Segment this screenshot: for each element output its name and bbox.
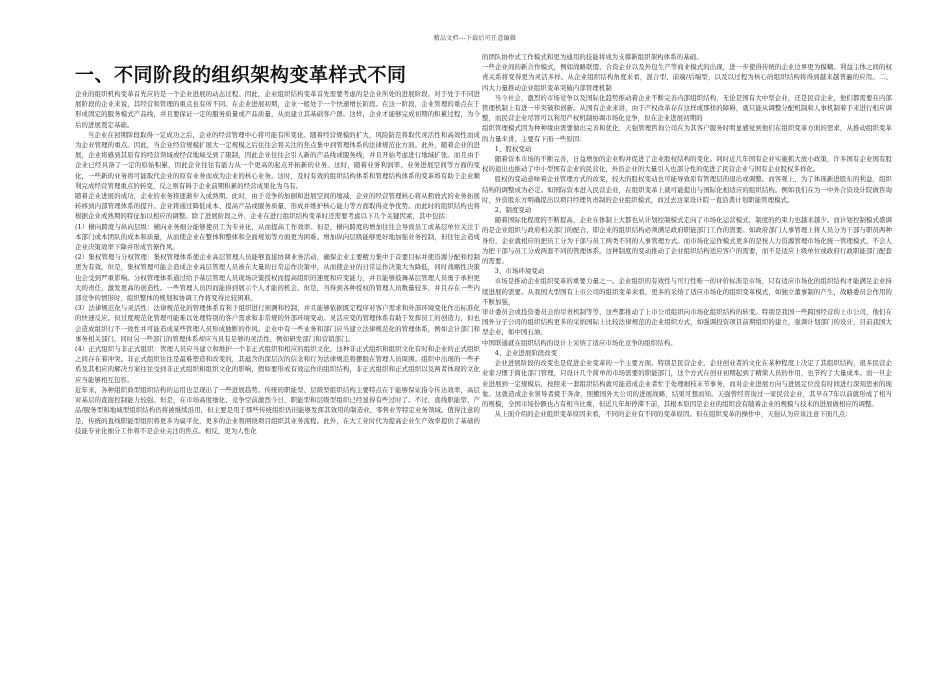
paragraph: (1）横向跨度与纵向层级：横向业务细分能够使员工为专业化，从而提高工作效率。但是，横向跨度的增加往往会导致员工或基层单位关注于本部门或本团队的成本和质量，从而使企业在整体和整体和全面规划等方面更为困难。增加纵向层级能够更好地加强业务控制，但往往会造成企业决策效率下降并形成官僚作风。 <box>75 222 480 252</box>
paragraph: 近年来，各种组织典型组织结构的运用也呈现出了一些进展趋势。传统的职能型、层级型组织结构主要特点在于能够保证指令传达效率，高层对基层的直接控制能力较强。但是，在市场高度细化、竞争空前激烈今日，职能型和层级型组织已经显得有些过时了。不过，直线职能型、产品/服务型和地域型组织结构仍将被继续沿用，但主要是用于那些传统组织仍旧能够发挥其效用的制造业、零售业等特定业务领域。值得注意的是，传统的直线职能型组织将更多为扁平化，更多的企业将围绕项目组织其业务流程。此外，在大工业时代为提高企业生产效率提供了基础的技能专业化细分工作将不是企业关注的焦点。相反，更为人性化 <box>75 385 480 435</box>
paragraph: 股权的变动意味着企业管理方式的改变，较大的股权变动也可能导致原有管理层的退出或调整。而客观上，为了体现新进股东的利益，组织结构的调整成为必定。如国际资本进入民营企业，在组织变革上就可能提出与国际化相适应的组织结构。例如我们在为一中外合资设计院做咨询时，外资股东方明确提出以项目经理负责制的企业组织模式，而过去这家设计院一直沿袭计划职能管理模式。 <box>482 175 892 204</box>
paragraph: 随着国际化程度的不断提高，企业在体制上大都也从计划控制模式走向了市场化运营模式，制度的约束力也越来越少。而计划控制模式盛调的是企业组织与政府相关部门的配合，即企业的组织结构必须满足政府职能部门工作的需要。如政府部门人事管理上将人员分为干部与职员两种身份，企业就相应的把员工分为干部与员工两类不同的人事管理方式。而市场化运作模式更多的是按人力资源管理市场化统一管理模式，不会人为把干部与员工分成两套不同的管理体系。这种制度的变动推动了企业组织结构适应客户的需要，而不是适应上级单位或政府行政职能部门配套的需要。 <box>482 216 892 266</box>
paragraph: 当企业在初期阶段取得一定成功之后，企业的经营管理中心将可能有所变化。随着经营规模的扩大，风险防范将取代灵活性和高效性而成为企业管理的重点。因此，当企业经营规模扩展大一定规模之后往往会将关注的焦点集中到管理体系的法律规范化方面。此外，随着企业的进展，企业将感到其原有的经营领域或经营地域受到了限制，因此企业往往会引入新的产品线或服务线，并且开始考虑进行地域扩张。而且由于企业已经具备了一定的原始积累，因此企业往往有能力从一个更高的起点开拓新的业务。这时，随着业务利润率、业务进展空间等方面的变化，一些新的业务将可能取代企业的原有业务而成为企业的核心业务。这时，及时有效的组织结构体系和管理结构体系的变革将有助于企业顺利完成经营管理重点的转变，反之则有碍于企业前期积累的经营成果化为乌有。 <box>75 130 480 190</box>
paragraph: 的团队协作式工作模式和更为通用的技能将成为支撑新组织架构体系的基础。 <box>482 53 703 61</box>
paragraph: 随着资本市场的不断完善，日益增加的企业购并促进了企业股权结构的变化。同时近几年国有企业实施抓大放小政策，许多国有企业国有股权的退出也推动了中小型国有企业的民营化，外资企业的大量引入也部分性的促进了民营企业与国有企业股权多样化。 <box>482 155 892 174</box>
left-column-body <box>75 89 480 436</box>
paragraph: (2）集权管理与分权管理：集权管理体系使企业高层管理人员能够直接协调业务活动，确保企业主要精力集中于首要目标并使资源分配和控制更为有效。但是，集权管理可能会造成企业高层管理人员被在大量的日常运作决策中，从而使企业的日常运作决策大为降低，同时战略性决策也会受到严重影响。分权管理体系通过给予基层管理人员现场决策授权而提高组织的速度和应变能力，并且能够鼓舞基层管理人员勇于承担更大的责任，激发更高的创造性。一些管理人员因而能得到展示个人才能的机会。但是，当得到各种授权的管理人员数量较多，并且存在一些内部竞争的情形时，组织整体的规划和协调工作将变得比较困难。 <box>75 253 480 303</box>
right-column <box>482 52 892 662</box>
paragraph: (3）法律规范化与灵活性：法律规范化的管理体系有利于组织进行预测和控制，并且能够依据既定程序对客户需求和外部环境变化作出标准化的快速反应。但过度规范化管理可能难以处理特别的客户需求和非常规的外部环境变动。灵活应变的管理体系有助于发挥员工的创造力，但也会造成组织行不一致性并可能造成某些管理人员形成独断的作风。企业中有一些业务和部门应当建立法律规范化的管理体系，例如会计部门和事务相关部门，同时另一些部门的管理体系却应当具有足够的灵活性，例如研发部门和营销部门。 <box>75 304 480 343</box>
paragraph: 组织管理模式因为种种缘由需要做出完善和优化，天强管理咨询公司在为其客户服务时明显感觉到他们在组织变革方面的需求，从推动组织变革的力量来讲，主要有下面一些原因： <box>482 124 892 143</box>
paragraph: 中国联通就在组织结构的设计上采纳了适应市场化竞争的组织结构。 <box>482 338 677 347</box>
paragraph: 随着企业进展的成功，企业的业务将逐渐步入成熟期。此时，由于竞争的加剧和进展空间的缩减，企业的经营管理核心将从粗放式的业务拓展转移到内部管理体系的提升。企业将通过降低成本、提高产品或服务质量、形成并维护核心能力等方面取得竞争优势。而此时的组织结构也将根据企业成熟期的特征加以相应的调整。除了进展阶段之外，企业在进行组织结构变革时还需要考虑以下几个关键因素，其中包括： <box>75 192 480 221</box>
paragraph: 审计委员会或投资委员会的尽责机制等等，这些都推动了上市公司组织向市场化组织结构的转变。特别是我国一些跨国经营的上市公司，他们在国外分子公司的组织结构更多的采纳国际上比较法律规范的企业组织方式，如强调投资项目前期组织的建立，强调计划部门的设计，目前我国大型企业，如中国石油、 <box>482 308 892 337</box>
left-column <box>75 64 480 674</box>
page-header: 精品文档---下载后可任意编辑 <box>433 35 517 42</box>
paragraph: 一些企业间的新合作模式，例如战略联盟、合资企业以及外包生产等商业模式的出现，进一步使得传统的企业边界更为模糊。利益主体之间的权责关系将变得更为灵活多样。从企业组织结构角度来看，混合型、前端/后端型，以及以过程为核心的组织结构将得到越来越普遍的应用。二、四大力量推动企业组织变革突破内部管理机制 <box>482 63 892 92</box>
paragraph: 市场是推动企业组织变革的重要力量之一。企业组织的有效性与可行性唯一的评价标准是市场，只有适应市场化的组织结构才能满足企业持续进展的需要。从我国大型国有上市公司的组织变革来看，更多的采纳了适应市场化的组织变革模式，如独立董事制的产生，战略委员会作用的不断加强， <box>482 277 892 306</box>
right-column-body <box>482 52 892 419</box>
paragraph: 4、企业进展阶段改变 <box>494 348 558 357</box>
paragraph: 1、股权变动 <box>494 144 532 153</box>
paragraph: (4）正式组织与非正式组织：管理人员应当建立和维护一个非正式组织和相应的组织文化，这种非正式组织和组织文化有时和企业的正式组织之间存在着冲突。非正式组织往往是最难塑造和改变的，其蕴含的深层次的信念和行为法律规范将摆脱在管理人员周围。组织中出现的一些矛盾及其相应的解决方案往往受到非正式组织和组织文化的影响，假如要形成有效运作的组织结构，非正式组织和正式组织以及两者体现的文化应当能够相互包容。 <box>75 345 480 384</box>
paragraph: 从上面介绍的企业组织变革原因来看，不同的企业有不同的变革原因。但在组织变革的操作中，天强认为应该注意下面几点： <box>494 410 852 419</box>
paragraph: 当今社会，激烈的市场竞争以及国际化趋势推动着企业不断完善内部组织结构，无论是国有大中型企业，还是民营企业，他们都需要在内部管理机制上有进一步突破和创新。从国有企业来讲，由于产权改革存在这样或那样的障碍，就只能从调整分配机制和人事机制着手来进行相应调整，而民营企业尽管可以利用产权机制协调市场化竞争，但在企业进展初期的 <box>482 93 892 123</box>
paragraph: 3、市场环境变动 <box>494 267 545 276</box>
paragraph: 企业的组织机构变革首先应的是一个企业进展的动态过程。因此，企业组织结构变革首先需要考虑的是企业所处的进展阶段。对于处于不同进展阶段的企业来说，其经营和管理的重点也有所不同。在企业进展初期，企业一般处于一个快速增长阶段。在这一阶段，企业管理的重点在于形成固定的服务模式产品线，并且要保证一定的服务质量或产品质量，从而建立其基础客户群。这样，企业才能够完成初期的积累过程，为今后的进展奠定基础。 <box>75 90 480 129</box>
paragraph: 企业进展阶段的改变也是促进企业变革的一个主要方面。特别是民营企业，企业创业者的文化在某种程度上决定了其组织结构，很多民营企业家习惯于简化部门管理，只设计几个简单的市场需要的职能部门，这个方式在创业初期起到了精简人员的作用，也节约了大量成本。而一旦企业进展到一定规模后，按照来一套组织结构就可能造成企业者忙于处理细枝末节事务，而对企业进展方向与进展定位没有时间进行深刻思索的现象。这就造成企业领导者疲于奔命，照搬国外大公司的进展战略，结果可想而知。天强曾经咨询过一家民营企业，其早在7年以前就形成了相当的规模，全国市场份额也占有相当比重，但近几年却停滞不前，其根本原因是企业的组织没有随着企业的规模与技术的进展做相应的调整。 <box>482 359 892 408</box>
section-title: 一、不同阶段的组织架构变革样式不同 <box>75 64 407 86</box>
paragraph: 2、制度变动 <box>494 206 532 215</box>
